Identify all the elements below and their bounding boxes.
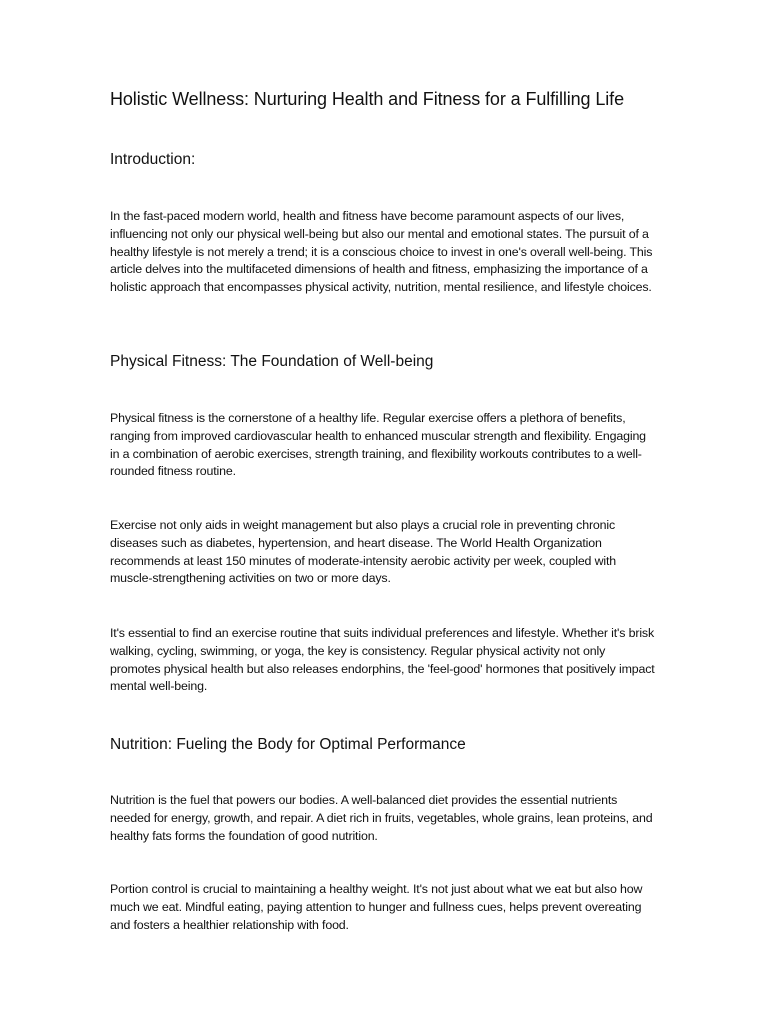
- paragraph-introduction: In the fast-paced modern world, health and fitness have become paramount aspects of our lives, influencing not only our physical well-being but also our mental and emotional states. The pursuit of a healthy lifestyle is not merely a trend; it is a conscious choice to invest in one's overall well-being. This article delves into the multifaceted dimensions of health and fitness, emphasizing the importance of a holistic approach that encompasses physical activity, nutrition, mental resilience, and lifestyle choices.: [110, 209, 653, 295]
- section-heading-nutrition: Nutrition: Fueling the Body for Optimal Performance: [110, 736, 466, 753]
- document-title: Holistic Wellness: Nurturing Health and Fitness for a Fulfilling Life: [110, 89, 624, 109]
- paragraph-physical-fitness-1: Physical fitness is the cornerstone of a healthy life. Regular exercise offers a plethora of benefits, ranging from improved cardiovascular health to enhanced muscular strength and flexibility. Engaging in a combination of aerobic exercises, strength training, and flexibility workouts contributes to a well-rounded fitness routine.: [110, 411, 646, 479]
- paragraph-nutrition-1: Nutrition is the fuel that powers our bodies. A well-balanced diet provides the essential nutrients needed for energy, growth, and repair. A diet rich in fruits, vegetables, whole grains, lean proteins, and healthy fats forms the foundation of good nutrition.: [110, 793, 653, 843]
- section-heading-introduction: Introduction:: [110, 151, 196, 168]
- paragraph-physical-fitness-3: It's essential to find an exercise routine that suits individual preferences and lifestyle. Whether it's brisk walking, cycling, swimming, or yoga, the key is consistency. Regular physical activity not only promotes physical health but also releases endorphins, the 'feel-good' hormones that positively impact mental well-being.: [110, 626, 655, 694]
- paragraph-nutrition-2: Portion control is crucial to maintaining a healthy weight. It's not just about what we eat but also how much we eat. Mindful eating, paying attention to hunger and fullness cues, helps prevent overeating and fosters a healthier relationship with food.: [110, 882, 643, 932]
- paragraph-physical-fitness-2: Exercise not only aids in weight management but also plays a crucial role in preventing chronic diseases such as diabetes, hypertension, and heart disease. The World Health Organization recommends at least 150 minutes of moderate-intensity aerobic activity per week, coupled with muscle-strengthening activities on two or more days.: [110, 518, 617, 586]
- section-heading-physical-fitness: Physical Fitness: The Foundation of Well-being: [110, 353, 434, 370]
